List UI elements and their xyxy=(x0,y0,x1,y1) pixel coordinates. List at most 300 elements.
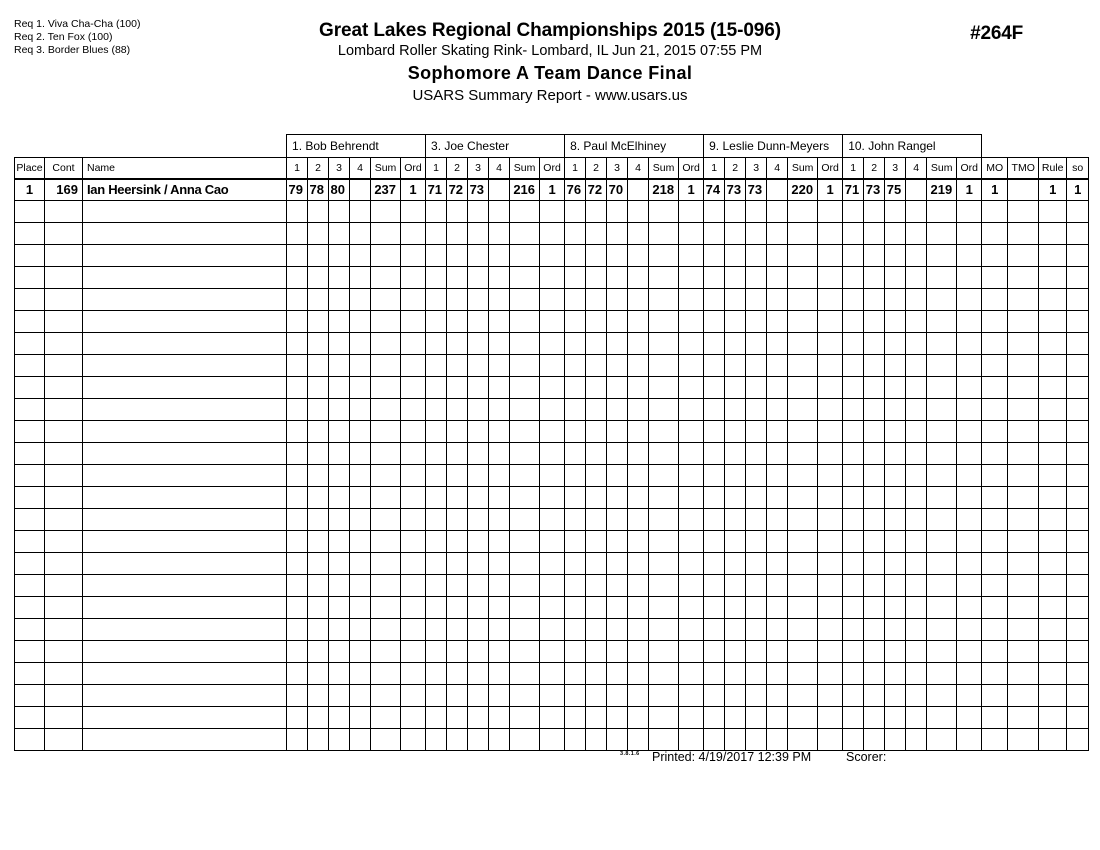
empty-cell xyxy=(287,575,308,597)
empty-cell xyxy=(1039,707,1067,729)
empty-cell xyxy=(371,707,401,729)
table-row[interactable] xyxy=(15,311,1089,333)
empty-cell xyxy=(540,531,565,553)
empty-cell xyxy=(679,443,704,465)
empty-cell xyxy=(788,289,818,311)
empty-cell xyxy=(1039,311,1067,333)
empty-cell xyxy=(927,597,957,619)
table-row[interactable] xyxy=(15,399,1089,421)
empty-cell xyxy=(540,377,565,399)
empty-cell xyxy=(1067,729,1089,751)
empty-cell xyxy=(843,223,864,245)
empty-cell xyxy=(746,619,767,641)
table-row[interactable] xyxy=(15,223,1089,245)
empty-cell xyxy=(788,223,818,245)
empty-cell xyxy=(371,377,401,399)
empty-cell xyxy=(426,729,447,751)
empty-cell xyxy=(957,575,982,597)
empty-cell xyxy=(565,201,586,223)
empty-cell xyxy=(371,729,401,751)
empty-cell xyxy=(489,223,510,245)
empty-cell xyxy=(426,289,447,311)
empty-cell xyxy=(447,443,468,465)
cell-j2-sum: 216 xyxy=(510,179,540,201)
empty-cell xyxy=(468,663,489,685)
empty-cell xyxy=(906,245,927,267)
empty-cell xyxy=(308,311,329,333)
empty-cell xyxy=(927,729,957,751)
empty-cell xyxy=(818,355,843,377)
header-j4-s1: 1 xyxy=(704,158,725,179)
empty-cell xyxy=(565,355,586,377)
empty-cell xyxy=(704,531,725,553)
empty-cell xyxy=(767,355,788,377)
empty-cell xyxy=(15,729,45,751)
empty-cell xyxy=(468,267,489,289)
empty-cell xyxy=(788,355,818,377)
empty-cell xyxy=(468,465,489,487)
empty-cell xyxy=(45,399,83,421)
empty-cell xyxy=(510,333,540,355)
empty-cell xyxy=(818,267,843,289)
empty-cell xyxy=(15,487,45,509)
empty-cell xyxy=(308,663,329,685)
document-header xyxy=(0,20,1100,106)
empty-cell xyxy=(468,333,489,355)
empty-cell xyxy=(447,311,468,333)
empty-cell xyxy=(510,597,540,619)
empty-cell xyxy=(649,377,679,399)
empty-cell xyxy=(906,553,927,575)
empty-cell xyxy=(927,421,957,443)
empty-cell xyxy=(725,465,746,487)
table-row[interactable] xyxy=(15,509,1089,531)
empty-cell xyxy=(704,641,725,663)
requirement-line: Req 1. Viva Cha-Cha (100) xyxy=(14,18,141,30)
empty-cell xyxy=(565,289,586,311)
empty-cell xyxy=(885,487,906,509)
empty-cell xyxy=(607,245,628,267)
empty-cell xyxy=(1039,531,1067,553)
empty-cell xyxy=(982,509,1008,531)
empty-cell xyxy=(1067,707,1089,729)
table-row[interactable] xyxy=(15,267,1089,289)
empty-cell xyxy=(401,531,426,553)
empty-cell xyxy=(1067,575,1089,597)
header-j3-s3: 3 xyxy=(607,158,628,179)
table-row[interactable] xyxy=(15,707,1089,729)
empty-cell xyxy=(906,531,927,553)
empty-cell xyxy=(628,245,649,267)
empty-cell xyxy=(885,465,906,487)
empty-cell xyxy=(510,377,540,399)
empty-cell xyxy=(927,553,957,575)
header-j5-s1: 1 xyxy=(843,158,864,179)
empty-cell xyxy=(746,553,767,575)
empty-cell xyxy=(607,443,628,465)
empty-cell xyxy=(767,399,788,421)
empty-cell xyxy=(818,443,843,465)
empty-cell xyxy=(401,201,426,223)
empty-cell xyxy=(767,377,788,399)
empty-cell xyxy=(15,707,45,729)
empty-cell xyxy=(679,707,704,729)
empty-cell xyxy=(83,465,287,487)
empty-cell xyxy=(426,223,447,245)
empty-cell xyxy=(864,421,885,443)
empty-cell xyxy=(45,355,83,377)
header-j2-s1: 1 xyxy=(426,158,447,179)
empty-cell xyxy=(426,355,447,377)
table-row[interactable] xyxy=(15,245,1089,267)
empty-cell xyxy=(885,597,906,619)
empty-cell xyxy=(287,509,308,531)
empty-cell xyxy=(447,641,468,663)
empty-cell xyxy=(45,245,83,267)
empty-cell xyxy=(725,729,746,751)
empty-cell xyxy=(540,245,565,267)
empty-cell xyxy=(45,685,83,707)
empty-cell xyxy=(843,619,864,641)
empty-cell xyxy=(371,597,401,619)
table-row[interactable] xyxy=(15,619,1089,641)
table-row[interactable] xyxy=(15,575,1089,597)
empty-cell xyxy=(957,311,982,333)
empty-cell xyxy=(982,399,1008,421)
empty-cell xyxy=(447,333,468,355)
empty-cell xyxy=(586,421,607,443)
empty-cell xyxy=(767,619,788,641)
empty-cell xyxy=(586,597,607,619)
empty-cell xyxy=(510,223,540,245)
empty-cell xyxy=(426,509,447,531)
table-row[interactable] xyxy=(15,333,1089,355)
empty-cell xyxy=(565,509,586,531)
empty-cell xyxy=(628,443,649,465)
empty-cell xyxy=(864,619,885,641)
empty-cell xyxy=(329,509,350,531)
empty-cell xyxy=(540,553,565,575)
cell-j5-sum: 219 xyxy=(927,179,957,201)
empty-cell xyxy=(329,553,350,575)
empty-cell xyxy=(350,465,371,487)
empty-cell xyxy=(510,245,540,267)
empty-cell xyxy=(308,487,329,509)
empty-cell xyxy=(607,465,628,487)
empty-cell xyxy=(565,531,586,553)
empty-cell xyxy=(957,641,982,663)
cell-j1-ord: 1 xyxy=(401,179,426,201)
empty-cell xyxy=(885,223,906,245)
empty-cell xyxy=(864,641,885,663)
empty-cell xyxy=(489,245,510,267)
empty-cell xyxy=(1067,311,1089,333)
empty-cell xyxy=(1008,399,1039,421)
empty-cell xyxy=(586,729,607,751)
empty-cell xyxy=(746,443,767,465)
empty-cell xyxy=(746,311,767,333)
empty-cell xyxy=(329,377,350,399)
empty-cell xyxy=(927,333,957,355)
empty-cell xyxy=(843,333,864,355)
empty-cell xyxy=(679,201,704,223)
empty-cell xyxy=(628,487,649,509)
empty-cell xyxy=(329,289,350,311)
empty-cell xyxy=(885,443,906,465)
table-row[interactable] xyxy=(15,663,1089,685)
table-row[interactable] xyxy=(15,377,1089,399)
empty-cell xyxy=(818,531,843,553)
header-j4-s2: 2 xyxy=(725,158,746,179)
header-j4-sum: Sum xyxy=(788,158,818,179)
empty-cell xyxy=(1039,465,1067,487)
empty-cell xyxy=(371,333,401,355)
empty-cell xyxy=(957,707,982,729)
empty-cell xyxy=(957,619,982,641)
table-row[interactable] xyxy=(15,641,1089,663)
empty-cell xyxy=(679,553,704,575)
empty-cell xyxy=(15,465,45,487)
empty-cell xyxy=(401,377,426,399)
empty-cell xyxy=(818,575,843,597)
empty-cell xyxy=(906,355,927,377)
empty-cell xyxy=(426,201,447,223)
empty-cell xyxy=(287,201,308,223)
empty-cell xyxy=(447,685,468,707)
empty-cell xyxy=(679,289,704,311)
empty-cell xyxy=(350,443,371,465)
empty-cell xyxy=(371,465,401,487)
empty-cell xyxy=(927,663,957,685)
empty-cell xyxy=(649,223,679,245)
table-row[interactable] xyxy=(15,201,1089,223)
empty-cell xyxy=(586,377,607,399)
empty-cell xyxy=(982,619,1008,641)
empty-cell xyxy=(586,443,607,465)
empty-cell xyxy=(927,201,957,223)
empty-cell xyxy=(45,465,83,487)
header-j1-s3: 3 xyxy=(329,158,350,179)
table-row[interactable] xyxy=(15,553,1089,575)
empty-cell xyxy=(704,201,725,223)
empty-cell xyxy=(287,553,308,575)
empty-cell xyxy=(510,619,540,641)
empty-cell xyxy=(927,289,957,311)
empty-cell xyxy=(788,663,818,685)
table-row[interactable] xyxy=(15,179,1089,201)
empty-cell xyxy=(45,531,83,553)
empty-cell xyxy=(607,201,628,223)
empty-cell xyxy=(371,553,401,575)
empty-cell xyxy=(649,597,679,619)
empty-cell xyxy=(426,575,447,597)
empty-cell xyxy=(767,509,788,531)
empty-cell xyxy=(843,443,864,465)
empty-cell xyxy=(704,619,725,641)
cell-so: 1 xyxy=(1067,179,1089,201)
empty-cell xyxy=(885,685,906,707)
empty-cell xyxy=(489,289,510,311)
empty-cell xyxy=(371,223,401,245)
empty-cell xyxy=(725,553,746,575)
empty-cell xyxy=(649,245,679,267)
empty-cell xyxy=(746,377,767,399)
empty-cell xyxy=(1067,267,1089,289)
empty-cell xyxy=(649,641,679,663)
table-row[interactable] xyxy=(15,487,1089,509)
empty-cell xyxy=(329,531,350,553)
empty-cell xyxy=(447,377,468,399)
table-row[interactable] xyxy=(15,685,1089,707)
empty-cell xyxy=(1008,201,1039,223)
empty-cell xyxy=(982,575,1008,597)
empty-cell xyxy=(704,465,725,487)
empty-cell xyxy=(565,223,586,245)
empty-cell xyxy=(489,531,510,553)
table-row[interactable] xyxy=(15,443,1089,465)
requirement-line: Req 2. Ten Fox (100) xyxy=(14,31,113,43)
empty-cell xyxy=(906,201,927,223)
empty-cell xyxy=(788,685,818,707)
empty-cell xyxy=(607,333,628,355)
empty-cell xyxy=(628,421,649,443)
empty-cell xyxy=(788,553,818,575)
table-row[interactable] xyxy=(15,597,1089,619)
empty-cell xyxy=(864,201,885,223)
empty-cell xyxy=(287,333,308,355)
empty-cell xyxy=(649,465,679,487)
empty-cell xyxy=(982,641,1008,663)
empty-cell xyxy=(510,267,540,289)
empty-cell xyxy=(447,289,468,311)
empty-cell xyxy=(906,729,927,751)
empty-cell xyxy=(287,729,308,751)
empty-cell xyxy=(864,267,885,289)
empty-cell xyxy=(704,729,725,751)
empty-cell xyxy=(468,399,489,421)
empty-cell xyxy=(704,509,725,531)
empty-cell xyxy=(371,355,401,377)
empty-cell xyxy=(982,531,1008,553)
empty-cell xyxy=(818,245,843,267)
cell-j4-sum: 220 xyxy=(788,179,818,201)
empty-cell xyxy=(906,465,927,487)
empty-cell xyxy=(957,201,982,223)
empty-cell xyxy=(1039,289,1067,311)
empty-cell xyxy=(447,267,468,289)
empty-cell xyxy=(864,333,885,355)
empty-cell xyxy=(565,729,586,751)
empty-cell xyxy=(45,223,83,245)
table-row[interactable] xyxy=(15,465,1089,487)
cell-tmo xyxy=(1008,179,1039,201)
cell-j5-s3: 75 xyxy=(885,179,906,201)
empty-cell xyxy=(540,729,565,751)
empty-cell xyxy=(843,201,864,223)
empty-cell xyxy=(818,289,843,311)
empty-cell xyxy=(15,509,45,531)
empty-cell xyxy=(350,201,371,223)
table-row[interactable] xyxy=(15,421,1089,443)
empty-cell xyxy=(649,553,679,575)
empty-cell xyxy=(468,201,489,223)
cell-j2-ord: 1 xyxy=(540,179,565,201)
empty-cell xyxy=(468,685,489,707)
empty-cell xyxy=(565,663,586,685)
empty-cell xyxy=(704,685,725,707)
empty-cell xyxy=(489,465,510,487)
empty-cell xyxy=(1039,729,1067,751)
empty-cell xyxy=(83,267,287,289)
empty-cell xyxy=(468,509,489,531)
empty-cell xyxy=(83,729,287,751)
cell-j3-sum: 218 xyxy=(649,179,679,201)
empty-cell xyxy=(350,509,371,531)
empty-cell xyxy=(83,223,287,245)
empty-cell xyxy=(371,311,401,333)
empty-cell xyxy=(1067,443,1089,465)
empty-cell xyxy=(447,553,468,575)
empty-cell xyxy=(15,333,45,355)
empty-cell xyxy=(565,619,586,641)
empty-cell xyxy=(308,619,329,641)
empty-cell xyxy=(15,355,45,377)
empty-cell xyxy=(468,377,489,399)
table-row[interactable] xyxy=(15,355,1089,377)
empty-cell xyxy=(957,267,982,289)
empty-cell xyxy=(83,377,287,399)
empty-cell xyxy=(1067,377,1089,399)
empty-cell xyxy=(957,223,982,245)
empty-cell xyxy=(767,707,788,729)
empty-cell xyxy=(628,575,649,597)
header-j5-sum: Sum xyxy=(927,158,957,179)
empty-cell xyxy=(746,399,767,421)
empty-cell xyxy=(906,377,927,399)
empty-cell xyxy=(679,377,704,399)
empty-cell xyxy=(308,245,329,267)
empty-cell xyxy=(1008,509,1039,531)
table-row[interactable] xyxy=(15,289,1089,311)
table-row[interactable] xyxy=(15,729,1089,751)
empty-cell xyxy=(679,619,704,641)
empty-cell xyxy=(628,729,649,751)
empty-cell xyxy=(1067,509,1089,531)
empty-cell xyxy=(468,289,489,311)
empty-cell xyxy=(329,443,350,465)
cell-j4-s3: 73 xyxy=(746,179,767,201)
empty-cell xyxy=(725,509,746,531)
empty-cell xyxy=(350,289,371,311)
empty-cell xyxy=(489,333,510,355)
empty-cell xyxy=(45,201,83,223)
empty-cell xyxy=(540,575,565,597)
empty-cell xyxy=(1008,355,1039,377)
empty-cell xyxy=(906,443,927,465)
table-row[interactable] xyxy=(15,531,1089,553)
empty-cell xyxy=(15,443,45,465)
empty-cell xyxy=(957,245,982,267)
report-source-line: USARS Summary Report - www.usars.us xyxy=(412,87,688,104)
empty-cell xyxy=(401,223,426,245)
printed-timestamp: Printed: 4/19/2017 12:39 PM xyxy=(652,750,812,764)
empty-cell xyxy=(628,223,649,245)
empty-cell xyxy=(1067,289,1089,311)
empty-cell xyxy=(401,553,426,575)
empty-cell xyxy=(957,399,982,421)
empty-cell xyxy=(818,641,843,663)
empty-cell xyxy=(401,267,426,289)
